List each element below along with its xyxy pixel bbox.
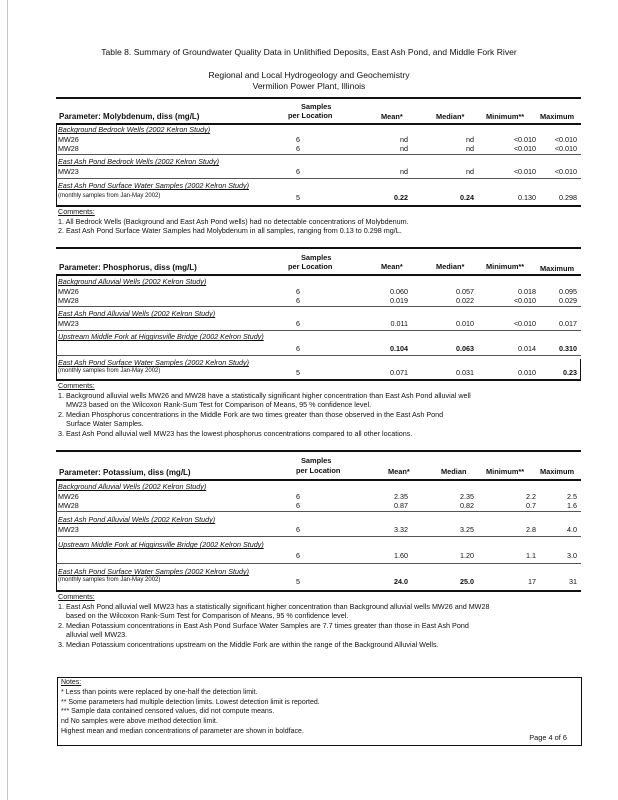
row-samples: 6: [296, 144, 300, 153]
note-line: ** Some parameters had multiple detection limits. Lowest detection limit is reported.: [61, 698, 320, 706]
row-name: MW23: [58, 525, 79, 534]
table-top-rule: [56, 247, 581, 249]
table-title: Table 8. Summary of Groundwater Quality Data in Unlithified Deposits, East Ash Pond, and Middle Fork River: [101, 47, 517, 57]
comment-line: 2. East Ash Pond Surface Water Samples had Molybdenum in all samples, ranging from 0.13 to 0.298 mg/L.: [58, 226, 402, 236]
row-minimum: <0.010: [513, 296, 536, 305]
row-median: 0.057: [456, 287, 474, 296]
subtitle-plant: Vermilion Power Plant, Illinois: [252, 81, 366, 91]
row-name: (monthly samples from Jan-May 2002): [58, 368, 161, 374]
note-line: *** Sample data contained censored values, did not compute means.: [61, 708, 275, 716]
row-maximum: 0.095: [559, 287, 577, 296]
row-mean: 1.60: [394, 551, 408, 560]
comment-line: 2. Median Phosphorus concentrations in the Middle Fork are two times greater than those observed in the East Ash Pond: [58, 409, 444, 419]
header-rule: [56, 274, 581, 276]
header-per-location: per Location: [296, 466, 341, 475]
scan-margin-line: [7, 0, 8, 800]
row-samples: 6: [296, 551, 300, 560]
row-median: nd: [466, 144, 474, 153]
group-label: East Ash Pond Surface Water Samples (2002 Kelron Study): [58, 567, 249, 576]
header-minimum: Minimum**: [486, 467, 525, 476]
row-name: MW26: [58, 492, 79, 501]
row-samples: 6: [296, 287, 300, 296]
row-minimum: <0.010: [513, 319, 536, 328]
molybdenum-table: [56, 97, 581, 209]
group-label: Background Alluvial Wells (2002 Kelron Study): [58, 482, 207, 491]
table-top-rule: [56, 450, 581, 452]
table-row: [56, 525, 581, 534]
row-name: MW23: [58, 167, 79, 176]
row-mean: 0.060: [390, 287, 408, 296]
header-samples: Samples: [301, 253, 332, 262]
row-median: nd: [466, 135, 474, 144]
row-mean: nd: [400, 167, 408, 176]
group-label: East Ash Pond Alluvial Wells (2002 Kelron Study): [58, 515, 216, 524]
row-median: 3.25: [460, 525, 474, 534]
row-minimum: 0.130: [518, 193, 536, 202]
row-samples: 6: [296, 135, 300, 144]
row-mean: nd: [400, 144, 408, 153]
row-samples: 5: [296, 368, 300, 377]
table-row: [56, 577, 581, 586]
row-mean: 0.071: [390, 368, 408, 377]
note-line: * Less than points were replaced by one-half the detection limit.: [61, 688, 258, 696]
group-rule: [56, 306, 581, 307]
row-minimum: 2.8: [526, 525, 536, 534]
header-samples: Samples: [301, 102, 332, 111]
header-mean: Mean*: [381, 112, 403, 121]
row-median: 0.031: [456, 368, 474, 377]
group-label: Upstream Middle Fork at Higginsville Bridge (2002 Kelron Study): [58, 540, 264, 549]
row-samples: 6: [296, 319, 300, 328]
comment-line: alluvial well MW23.: [66, 630, 128, 640]
row-name: MW28: [58, 296, 79, 305]
group-rule: [56, 178, 581, 179]
row-name: MW23: [58, 319, 79, 328]
row-maximum: <0.010: [554, 144, 577, 153]
row-median: 0.022: [456, 296, 474, 305]
row-minimum: 0.7: [526, 501, 536, 510]
header-median: Median*: [436, 262, 465, 271]
row-samples: 6: [296, 492, 300, 501]
note-line: Highest mean and median concentrations of parameter are shown in boldface.: [61, 727, 304, 735]
row-minimum: 2.2: [526, 492, 536, 501]
row-mean: 0.011: [390, 319, 408, 328]
notes-box: [57, 677, 582, 746]
row-samples: 6: [296, 344, 300, 353]
table-row: [56, 287, 581, 296]
row-maximum: 0.310: [559, 344, 577, 353]
group-rule: [56, 511, 581, 512]
notes-heading: Notes:: [61, 679, 82, 686]
row-maximum: 3.0: [567, 551, 577, 560]
row-mean: 2.35: [394, 492, 408, 501]
row-mean: nd: [400, 135, 408, 144]
comment-line: 1. All Bedrock Wells (Background and East Ash Pond wells) had no detectable concentrations of Molybdenum.: [58, 216, 409, 226]
header-per-location: per Location: [288, 262, 333, 271]
row-median: 0.010: [456, 319, 474, 328]
comment-line: 3. East Ash Pond alluvial well MW23 has the lowest phosphorus concentrations compared to all other locations.: [58, 428, 413, 438]
row-minimum: 0.010: [518, 368, 536, 377]
header-minimum: Minimum**: [486, 112, 525, 121]
comment-line: MW23 based on the Wilcoxon Rank-Sum Test for Comparison of Means, 95 % confidence level.: [66, 400, 372, 410]
molybdenum-comments: [58, 207, 578, 236]
header-mean: Mean*: [388, 467, 410, 476]
row-median: 25.0: [460, 577, 474, 586]
comment-line: 3. Median Potassium concentrations upstream on the Middle Fork are within the range of the Background Alluvial Wells.: [58, 639, 439, 649]
parameter-phosphorus: Parameter: Phosphorus, diss (mg/L): [59, 263, 197, 272]
header-mean: Mean*: [381, 262, 403, 271]
group-label: East Ash Pond Alluvial Wells (2002 Kelron Study): [58, 309, 216, 318]
header-per-location: per Location: [288, 111, 333, 120]
row-samples: 5: [296, 577, 300, 586]
row-minimum: <0.010: [513, 135, 536, 144]
row-mean: 0.104: [390, 344, 408, 353]
comment-line: 1. East Ash Pond alluvial well MW23 has a statistically significant higher concentration than Background alluvial wells MW26 and MW28: [58, 601, 490, 611]
header-maximum: Maximum: [540, 112, 575, 121]
row-minimum: 17: [528, 577, 536, 586]
comment-line: 2. Median Potassium concentrations in East Ash Pond Surface Water Samples are 7.7 times greater than those in East Ash Pond: [58, 620, 469, 630]
row-name: MW26: [58, 287, 79, 296]
row-mean: 0.019: [390, 296, 408, 305]
row-name: MW28: [58, 144, 79, 153]
table-row: [56, 368, 581, 377]
table-row: [56, 296, 581, 305]
row-maximum: 0.017: [559, 319, 577, 328]
group-rule: [56, 355, 581, 356]
row-median: 0.82: [460, 501, 474, 510]
comment-line: Surface Water Samples.: [66, 419, 144, 429]
table-row: [56, 501, 581, 510]
note-line: nd No samples were above method detection limit.: [61, 718, 218, 726]
parameter-molybdenum: Parameter: Molybdenum, diss (mg/L): [59, 112, 200, 121]
header-samples: Samples: [301, 456, 332, 465]
row-samples: 6: [296, 501, 300, 510]
row-name: (monthly samples from Jan-May 2002): [58, 577, 161, 583]
row-minimum: <0.010: [513, 167, 536, 176]
row-samples: 6: [296, 167, 300, 176]
row-minimum: 1.1: [526, 551, 536, 560]
row-name: (monthly samples from Jan-May 2002): [58, 193, 161, 199]
row-mean: 3.32: [394, 525, 408, 534]
header-median: Median: [441, 467, 467, 476]
row-minimum: 0.014: [518, 344, 536, 353]
table-row: [56, 492, 581, 501]
table-row: [56, 167, 581, 176]
group-label: Background Bedrock Wells (2002 Kelron Study): [58, 125, 211, 134]
row-maximum: 31: [569, 577, 577, 586]
table-top-rule: [56, 97, 581, 99]
table-row: [56, 135, 581, 144]
header-maximum: Maximum: [540, 264, 575, 273]
group-rule: [56, 330, 581, 331]
row-maximum: 0.23: [563, 368, 577, 377]
row-mean: 0.22: [394, 193, 408, 202]
header-rule: [56, 479, 581, 481]
group-rule: [56, 563, 581, 564]
row-median: nd: [466, 167, 474, 176]
header-median: Median*: [436, 112, 465, 121]
row-median: 2.35: [460, 492, 474, 501]
header-maximum: Maximum: [540, 467, 575, 476]
row-minimum: <0.010: [513, 144, 536, 153]
potassium-table: [56, 450, 581, 593]
group-label: Upstream Middle Fork at Higginsville Bridge (2002 Kelron Study): [58, 332, 264, 341]
group-label: East Ash Pond Surface Water Samples (2002 Kelron Study): [58, 181, 249, 190]
header-minimum: Minimum**: [486, 262, 525, 271]
row-median: 0.063: [456, 344, 474, 353]
subtitle-hydrogeology: Regional and Local Hydrogeology and Geochemistry: [208, 70, 410, 80]
row-minimum: 0.018: [518, 287, 536, 296]
row-maximum: 1.6: [567, 501, 577, 510]
row-median: 0.24: [460, 193, 474, 202]
row-mean: 24.0: [394, 577, 408, 586]
table-row: [56, 144, 581, 153]
table-row: [56, 193, 581, 202]
row-samples: 5: [296, 193, 300, 202]
phosphorus-table: [56, 247, 581, 381]
table-row: [56, 551, 581, 560]
phosphorus-comments: [58, 381, 578, 439]
row-median: 1.20: [460, 551, 474, 560]
row-maximum: 4.0: [567, 525, 577, 534]
comment-line: based on the Wilcoxon Rank-Sum Test for Comparison of Means, 95 % confidence level.: [66, 611, 349, 621]
row-maximum: 2.5: [567, 492, 577, 501]
group-rule: [56, 154, 581, 155]
group-rule: [56, 536, 581, 537]
page-number: Page 4 of 6: [529, 733, 567, 743]
potassium-comments: [58, 592, 578, 650]
row-maximum: <0.010: [554, 135, 577, 144]
table-row: [56, 344, 581, 353]
row-maximum: 0.029: [559, 296, 577, 305]
row-samples: 6: [296, 296, 300, 305]
row-maximum: <0.010: [554, 167, 577, 176]
comments-heading: Comments:: [58, 381, 95, 390]
comment-line: 1. Background alluvial wells MW26 and MW28 have a statistically significant higher concentration than East Ash Pond alluvial well: [58, 390, 471, 400]
row-mean: 0.87: [394, 501, 408, 510]
row-name: MW28: [58, 501, 79, 510]
group-label: East Ash Pond Bedrock Wells (2002 Kelron Study): [58, 157, 220, 166]
comments-heading: Comments:: [58, 592, 95, 601]
table-row: [56, 319, 581, 328]
row-samples: 6: [296, 525, 300, 534]
parameter-potassium: Parameter: Potassium, diss (mg/L): [59, 468, 191, 477]
row-name: MW26: [58, 135, 79, 144]
group-label: Background Alluvial Wells (2002 Kelron Study): [58, 277, 207, 286]
row-maximum: 0.298: [559, 193, 577, 202]
group-label: East Ash Pond Surface Water Samples (2002 Kelron Study): [58, 358, 249, 367]
comments-heading: Comments:: [58, 207, 95, 216]
